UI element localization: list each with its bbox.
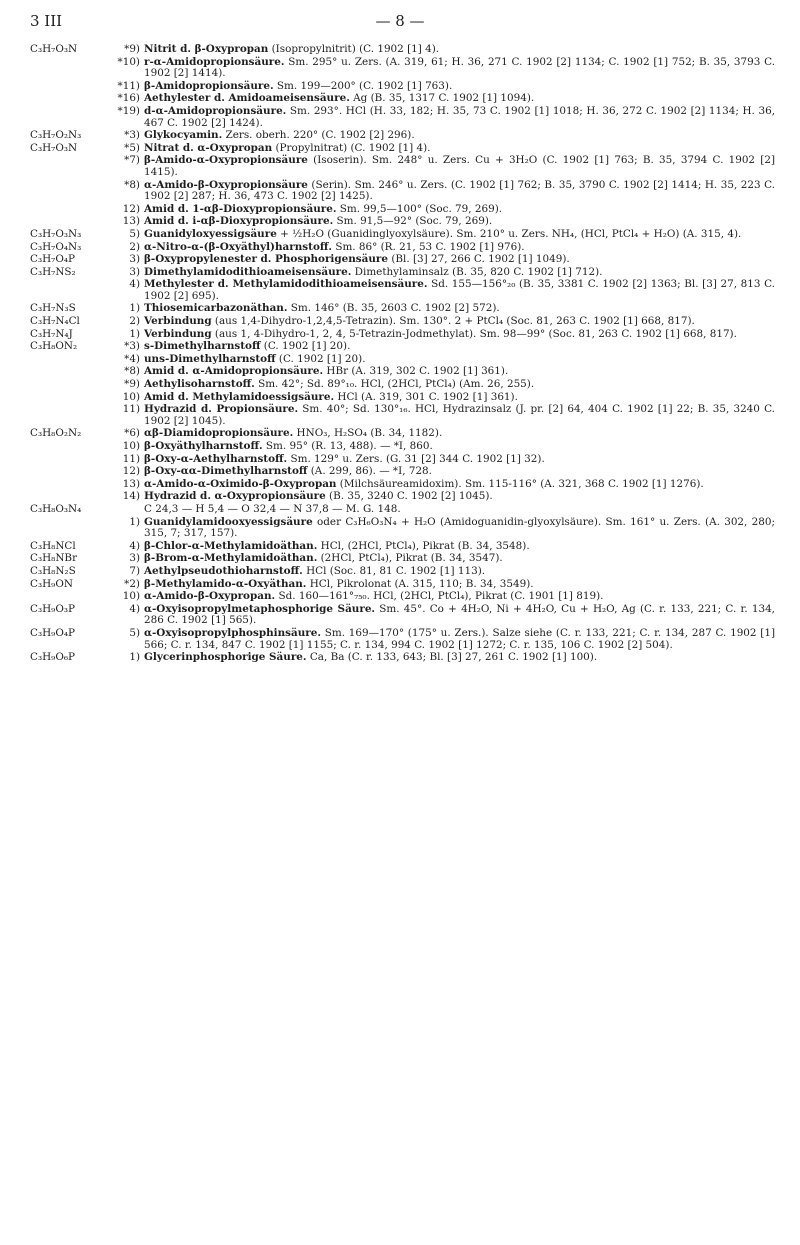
entry-number: 1) bbox=[129, 327, 140, 340]
formula-label: C₃H₈O₂N₂ bbox=[30, 427, 82, 440]
index-entry bbox=[30, 541, 775, 553]
formula-label: C₃H₇O₃N₃ bbox=[30, 227, 82, 240]
compound-name: r-α-Amidopropionsäure. bbox=[144, 55, 285, 68]
entry-details: (Isopropylnitrit) (C. 1902 [1] 4). bbox=[268, 43, 440, 55]
compound-name: β-Brom-α-Methylamidoäthan. bbox=[144, 552, 318, 565]
entry-number: 1) bbox=[129, 302, 140, 315]
entry-text bbox=[144, 404, 775, 427]
entry-text bbox=[144, 303, 775, 315]
index-entry bbox=[30, 279, 775, 302]
entry-number: 4) bbox=[129, 278, 140, 291]
entry-text bbox=[144, 379, 775, 391]
entry-details: (Propylnitrat) (C. 1902 [1] 4). bbox=[272, 141, 431, 154]
compound-name: Dimethylamidodithioameisensäure. bbox=[144, 265, 352, 278]
entry-details: HCl (A. 319, 301 C. 1902 [1] 361). bbox=[334, 390, 518, 403]
compound-name: Thiosemicarbazonäthan. bbox=[144, 302, 288, 315]
compound-name: β-Methylamido-α-Oxyäthan. bbox=[144, 577, 307, 590]
page-header bbox=[30, 12, 770, 34]
entry-text bbox=[144, 479, 775, 491]
entry-number: 5) bbox=[129, 626, 140, 639]
entry-number: 11) bbox=[122, 452, 140, 465]
entry-number: *10) bbox=[117, 55, 140, 68]
formula-label: C₃H₇O₂N₃ bbox=[30, 129, 82, 142]
index-entry bbox=[30, 517, 775, 540]
entry-text bbox=[144, 591, 775, 603]
compound-name: s-Dimethylharnstoff bbox=[144, 340, 261, 353]
entry-text bbox=[144, 392, 775, 404]
compound-name: α-Oxyisopropylphosphinsäure. bbox=[144, 626, 322, 639]
index-entry bbox=[30, 579, 775, 591]
formula-label: C₃H₇O₃N bbox=[30, 43, 78, 55]
formula-label: C₃H₉O₄P bbox=[30, 626, 76, 639]
entry-details: (aus 1, 4-Dihydro-1, 2, 4, 5-Tetrazin-Jodmethylat). Sm. 98—99° (Soc. 81, 263 C. 1902 [1] 668, 817). bbox=[211, 327, 737, 340]
entry-number: 3) bbox=[129, 265, 140, 278]
compound-name: Guanidyloxyessigsäure bbox=[144, 227, 277, 240]
entry-details: HNO₃, H₂SO₄ (B. 34, 1182). bbox=[293, 427, 443, 440]
entry-details: HCl, (2HCl, PtCl₄), Pikrat (B. 34, 3548). bbox=[317, 539, 530, 552]
formula-label: C₃H₉O₃P bbox=[30, 602, 76, 615]
entry-text bbox=[144, 316, 775, 328]
entry-text bbox=[144, 93, 775, 105]
formula-label: C₃H₇O₄P bbox=[30, 253, 76, 266]
entry-text bbox=[144, 81, 775, 93]
entry-details: Sm. 86° (R. 21, 53 C. 1902 [1] 976). bbox=[332, 240, 525, 253]
compound-name: d-α-Amidopropionsäure. bbox=[144, 104, 287, 117]
index-entry bbox=[30, 428, 775, 440]
entry-details: Sm. 169—170° (175° u. Zers.). Salze siehe (C. r. 133, 221; C. r. 134, 287 C. 1902 [1] 566; C. r. 134, 847 C. 1902 [1] 1155; C. r. 134, 994 C. 1902 [1] 1272; C. r. 135, 106 C. 1902 [2] 504). bbox=[144, 626, 775, 651]
entry-number: *9) bbox=[124, 378, 140, 391]
entry-text bbox=[144, 491, 775, 503]
entry-text bbox=[144, 454, 775, 466]
entry-number: 2) bbox=[129, 315, 140, 328]
entry-number: *5) bbox=[124, 141, 140, 154]
entry-text bbox=[144, 279, 775, 302]
entry-text bbox=[144, 517, 775, 540]
index-entry bbox=[30, 341, 775, 353]
entry-details: (Bl. [3] 27, 266 C. 1902 [1] 1049). bbox=[388, 253, 570, 266]
entry-details: + ½H₂O (Guanidinglyoxylsäure). Sm. 210° u. Zers. NH₄, (HCl, PtCl₄ + H₂O) (A. 315, 4). bbox=[276, 227, 742, 240]
compound-name: Aethylisoharnstoff. bbox=[144, 378, 255, 391]
index-entry bbox=[30, 267, 775, 279]
compound-name: β-Oxy-αα-Dimethylharnstoff bbox=[144, 465, 308, 478]
index-entry bbox=[30, 155, 775, 178]
compound-name: α-Oxyisopropylmetaphosphorige Säure. bbox=[144, 602, 376, 615]
compound-name: Glykocyamin. bbox=[144, 129, 223, 142]
entry-number: 12) bbox=[122, 202, 140, 215]
compound-name: β-Oxy-α-Aethylharnstoff. bbox=[144, 452, 288, 465]
formula-label: C₃H₈O₃N₄ bbox=[30, 502, 82, 515]
page-number: — 8 — bbox=[375, 12, 425, 30]
entry-details: (C. 1902 [1] 20). bbox=[275, 352, 366, 365]
compound-name: Nitrit d. β-Oxypropan bbox=[144, 43, 269, 55]
compound-name: β-Amidopropionsäure. bbox=[144, 79, 274, 92]
index-entry bbox=[30, 44, 775, 56]
index-entry bbox=[30, 366, 775, 378]
index-entry bbox=[30, 93, 775, 105]
entry-text bbox=[144, 204, 775, 216]
index-entry bbox=[30, 604, 775, 627]
entry-details: C 24,3 — H 5,4 — O 32,4 — N 37,8 — M. G. 148. bbox=[144, 502, 401, 515]
index-entry bbox=[30, 204, 775, 216]
entry-details: Sm. 293°. HCl (H. 33, 182; H. 35, 73 C. 1902 [1] 1018; H. 36, 272 C. 1902 [2] 1134; H. 36, 467 C. 1902 [2] 1424). bbox=[144, 104, 775, 129]
index-entry bbox=[30, 466, 775, 478]
index-entry bbox=[30, 379, 775, 391]
entry-text bbox=[144, 229, 775, 241]
entry-text bbox=[144, 57, 775, 80]
index-entry bbox=[30, 441, 775, 453]
entry-details: Sd. 155—156°₂₀ (B. 35, 3381 C. 1902 [2] 1363; Bl. [3] 27, 813 C. 1902 [2] 695). bbox=[144, 278, 775, 302]
index-entry bbox=[30, 106, 775, 129]
formula-label: C₃H₇O₃N bbox=[30, 141, 78, 154]
entry-text bbox=[144, 216, 775, 228]
index-entry bbox=[30, 354, 775, 366]
entry-text bbox=[144, 267, 775, 279]
index-entry bbox=[30, 479, 775, 491]
compound-name: β-Chlor-α-Methylamidoäthan. bbox=[144, 539, 318, 552]
entry-text bbox=[144, 180, 775, 203]
entry-text bbox=[144, 628, 775, 651]
entry-text bbox=[144, 329, 775, 341]
entry-details: Sd. 160—161°₇₅₀. HCl, (2HCl, PtCl₄), Pikrat (C. 1901 [1] 819). bbox=[275, 590, 604, 603]
index-entry bbox=[30, 566, 775, 578]
entry-details: Sm. 199—200° (C. 1902 [1] 763). bbox=[273, 79, 453, 92]
compound-name: β-Oxyäthylharnstoff. bbox=[144, 440, 263, 452]
entry-number: *19) bbox=[117, 104, 140, 117]
compound-name: Verbindung bbox=[144, 315, 212, 328]
index-entry bbox=[30, 216, 775, 228]
entry-details: Sm. 42°; Sd. 89°₁₀. HCl, (2HCl, PtCl₄) (Am. 26, 255). bbox=[254, 378, 535, 391]
entry-text bbox=[144, 341, 775, 353]
compound-name: Aethylester d. Amidoameisensäure. bbox=[144, 92, 350, 105]
section-marker: 3 III bbox=[30, 12, 63, 30]
index-entry bbox=[30, 81, 775, 93]
compound-name: α-Nitro-α-(β-Oxyäthyl)harnstoff. bbox=[144, 240, 333, 253]
entry-details: (aus 1,4-Dihydro-1,2,4,5-Tetrazin). Sm. 130°. 2 + PtCl₄ (Soc. 81, 263 C. 1902 [1] 668, 817). bbox=[211, 315, 695, 328]
entry-details: Sm. 99,5—100° (Soc. 79, 269). bbox=[336, 202, 503, 215]
index-entry bbox=[30, 242, 775, 254]
formula-label: C₃H₇O₄N₃ bbox=[30, 240, 82, 253]
index-entry bbox=[30, 130, 775, 142]
index-entry bbox=[30, 652, 775, 664]
entry-text bbox=[144, 652, 775, 664]
compound-name: Amid d. α-Amidopropionsäure. bbox=[144, 365, 324, 378]
entry-details: (Serin). Sm. 246° u. Zers. (C. 1902 [1] 762; B. 35, 3790 C. 1902 [2] 1414; H. 35, 223 C. 1902 [2] 287; H. 36, 473 C. 1902 [2] 1425). bbox=[144, 178, 775, 203]
compound-name: Amid d. Methylamidoessigsäure. bbox=[144, 390, 335, 403]
entry-text bbox=[144, 553, 775, 565]
entry-details: HBr (A. 319, 302 C. 1902 [1] 361). bbox=[323, 365, 509, 378]
entry-text bbox=[144, 155, 775, 178]
formula-label: C₃H₇N₄Cl bbox=[30, 315, 80, 328]
entry-number: 3) bbox=[129, 552, 140, 565]
entry-number: 4) bbox=[129, 602, 140, 615]
index-entry bbox=[30, 229, 775, 241]
entry-number: 13) bbox=[122, 477, 140, 490]
entry-details: Sm. 45°. Co + 4H₂O, Ni + 4H₂O, Cu + H₂O, Ag (C. r. 133, 221; C. r. 134, 286 C. 1902 [1] 565). bbox=[144, 602, 775, 627]
compound-name: Amid d. i-αβ-Dioxypropionsäure. bbox=[144, 215, 334, 228]
formula-label: C₃H₇NS₂ bbox=[30, 265, 76, 278]
compound-name: Nitrat d. α-Oxypropan bbox=[144, 141, 273, 154]
entry-number: 4) bbox=[129, 539, 140, 552]
compound-name: Guanidylamidooxyessigsäure bbox=[144, 515, 313, 528]
entry-number: 1) bbox=[129, 651, 140, 664]
index-entry bbox=[30, 404, 775, 427]
entry-number: *2) bbox=[124, 577, 140, 590]
entry-text bbox=[144, 579, 775, 591]
entry-text bbox=[144, 428, 775, 440]
entry-text bbox=[144, 541, 775, 553]
entry-number: *6) bbox=[124, 427, 140, 440]
entry-number: 13) bbox=[122, 215, 140, 228]
entry-text bbox=[144, 242, 775, 254]
entry-details: Sm. 40°; Sd. 130°₁₆. HCl, Hydrazinsalz (J. pr. [2] 64, 404 C. 1902 [1] 22; B. 35, 3240 C. 1902 [2] 1045). bbox=[144, 403, 775, 427]
index-entry bbox=[30, 553, 775, 565]
formula-label: C₃H₈ON₂ bbox=[30, 340, 78, 353]
formula-label: C₃H₇N₃S bbox=[30, 302, 76, 315]
entry-details: Ag (B. 35, 1317 C. 1902 [1] 1094). bbox=[349, 92, 535, 105]
entry-text bbox=[144, 130, 775, 142]
compound-name: uns-Dimethylharnstoff bbox=[144, 352, 276, 365]
compound-name: Hydrazid d. α-Oxypropionsäure bbox=[144, 490, 326, 503]
entry-number: 10) bbox=[122, 440, 140, 452]
entry-number: 10) bbox=[122, 590, 140, 603]
entry-details: Sm. 146° (B. 35, 2603 C. 1902 [2] 572). bbox=[287, 302, 500, 315]
index-entry bbox=[30, 491, 775, 503]
compound-name: αβ-Diamidopropionsäure. bbox=[144, 427, 294, 440]
entry-number: 12) bbox=[122, 465, 140, 478]
entry-details: (B. 35, 3240 C. 1902 [2] 1045). bbox=[325, 490, 493, 503]
index-entry bbox=[30, 454, 775, 466]
entry-details: Dimethylaminsalz (B. 35, 820 C. 1902 [1] 712). bbox=[351, 265, 603, 278]
entry-text bbox=[144, 143, 775, 155]
entry-number: 3) bbox=[129, 253, 140, 266]
entry-details: oder C₃H₆O₃N₄ + H₂O (Amidoguanidin-glyoxylsäure). Sm. 161° u. Zers. (A. 302, 280; 315, 7; 317, 157). bbox=[144, 515, 775, 540]
formula-label: C₃H₉O₆P bbox=[30, 651, 76, 664]
entry-details: HCl, Pikrolonat (A. 315, 110; B. 34, 3549). bbox=[306, 577, 534, 590]
entry-number: 5) bbox=[129, 227, 140, 240]
entry-details: Sm. 91,5—92° (Soc. 79, 269). bbox=[333, 215, 493, 228]
entry-details: (A. 299, 86). — *I, 728. bbox=[307, 465, 432, 478]
entry-number: *7) bbox=[124, 154, 140, 167]
entry-text bbox=[144, 466, 775, 478]
compound-name: Aethylpseudothioharnstoff. bbox=[144, 564, 303, 577]
compound-name: Amid d. 1-αβ-Dioxypropionsäure. bbox=[144, 202, 337, 215]
entry-text bbox=[144, 354, 775, 366]
entry-number: *11) bbox=[117, 79, 140, 92]
entry-details: (Isoserin). Sm. 248° u. Zers. Cu + 3H₂O (C. 1902 [1] 763; B. 35, 3794 C. 1902 [2] 1415). bbox=[144, 154, 775, 178]
entry-number: *8) bbox=[124, 178, 140, 191]
index-entry bbox=[30, 254, 775, 266]
compound-name: β-Oxypropylenester d. Phosphorigensäure bbox=[144, 253, 389, 266]
index-entry bbox=[30, 180, 775, 203]
compound-name: Glycerinphosphorige Säure. bbox=[144, 651, 307, 664]
entry-text bbox=[144, 366, 775, 378]
entry-number: 2) bbox=[129, 240, 140, 253]
entry-details: (C. 1902 [1] 20). bbox=[260, 340, 351, 353]
entry-details: (Milchsäureamidoxim). Sm. 115-116° (A. 321, 368 C. 1902 [1] 1276). bbox=[336, 477, 704, 490]
compound-name: α-Amido-β-Oxypropan. bbox=[144, 590, 276, 603]
entry-number: 7) bbox=[129, 564, 140, 577]
entry-details: Ca, Ba (C. r. 133, 643; Bl. [3] 27, 261 C. 1902 [1] 100). bbox=[306, 651, 598, 664]
entry-text bbox=[144, 441, 775, 453]
entry-number: *3) bbox=[124, 340, 140, 353]
entry-details: Zers. oberh. 220° (C. 1902 [2] 296). bbox=[222, 129, 415, 142]
index-entry bbox=[30, 392, 775, 404]
compound-name: Verbindung bbox=[144, 327, 212, 340]
entry-number: *3) bbox=[124, 129, 140, 142]
entry-text bbox=[144, 44, 775, 56]
formula-label: C₃H₈N₂S bbox=[30, 564, 76, 577]
entry-number: *8) bbox=[124, 365, 140, 378]
entry-number: 10) bbox=[122, 390, 140, 403]
entry-details: Sm. 129° u. Zers. (G. 31 [2] 344 C. 1902 [1] 32). bbox=[287, 452, 545, 465]
entry-number: 14) bbox=[122, 490, 140, 503]
index-entry bbox=[30, 143, 775, 155]
entry-number: *4) bbox=[124, 352, 140, 365]
entry-number: *16) bbox=[117, 92, 140, 105]
index-entry bbox=[30, 57, 775, 80]
entry-number: *9) bbox=[124, 43, 140, 55]
compound-name: β-Amido-α-Oxypropionsäure bbox=[144, 154, 308, 167]
compound-name: α-Amido-β-Oxypropionsäure bbox=[144, 178, 308, 191]
entry-details: (2HCl, PtCl₄), Pikrat (B. 34, 3547). bbox=[317, 552, 503, 565]
index-entry bbox=[30, 504, 775, 516]
entry-text bbox=[144, 566, 775, 578]
entry-text bbox=[144, 604, 775, 627]
index-entry bbox=[30, 628, 775, 651]
formula-label: C₃H₇N₄J bbox=[30, 327, 73, 340]
compound-name: Methylester d. Methylamidodithioameisensäure. bbox=[144, 278, 428, 291]
entry-number: 1) bbox=[129, 515, 140, 528]
entry-text bbox=[144, 504, 775, 516]
entry-details: HCl (Soc. 81, 81 C. 1902 [1] 113). bbox=[302, 564, 486, 577]
formula-label: C₃H₉ON bbox=[30, 577, 73, 590]
compound-name: Hydrazid d. Propionsäure. bbox=[144, 403, 299, 416]
index-entry bbox=[30, 303, 775, 315]
entry-details: Sm. 295° u. Zers. (A. 319, 61; H. 36, 271 C. 1902 [2] 1134; C. 1902 [1] 752; B. 35, 3793 C. 1902 [2] 1414). bbox=[144, 55, 775, 80]
entry-text bbox=[144, 254, 775, 266]
formula-label: C₃H₈NBr bbox=[30, 552, 78, 565]
index-entry bbox=[30, 329, 775, 341]
index-entry bbox=[30, 591, 775, 603]
compound-name: α-Amido-α-Oximido-β-Oxypropan bbox=[144, 477, 337, 490]
index-entry bbox=[30, 316, 775, 328]
entry-text bbox=[144, 106, 775, 129]
entry-number: 11) bbox=[122, 403, 140, 416]
index-entries bbox=[30, 44, 775, 665]
entry-details: Sm. 95° (R. 13, 488). — *I, 860. bbox=[262, 440, 433, 452]
formula-label: C₃H₈NCl bbox=[30, 539, 76, 552]
